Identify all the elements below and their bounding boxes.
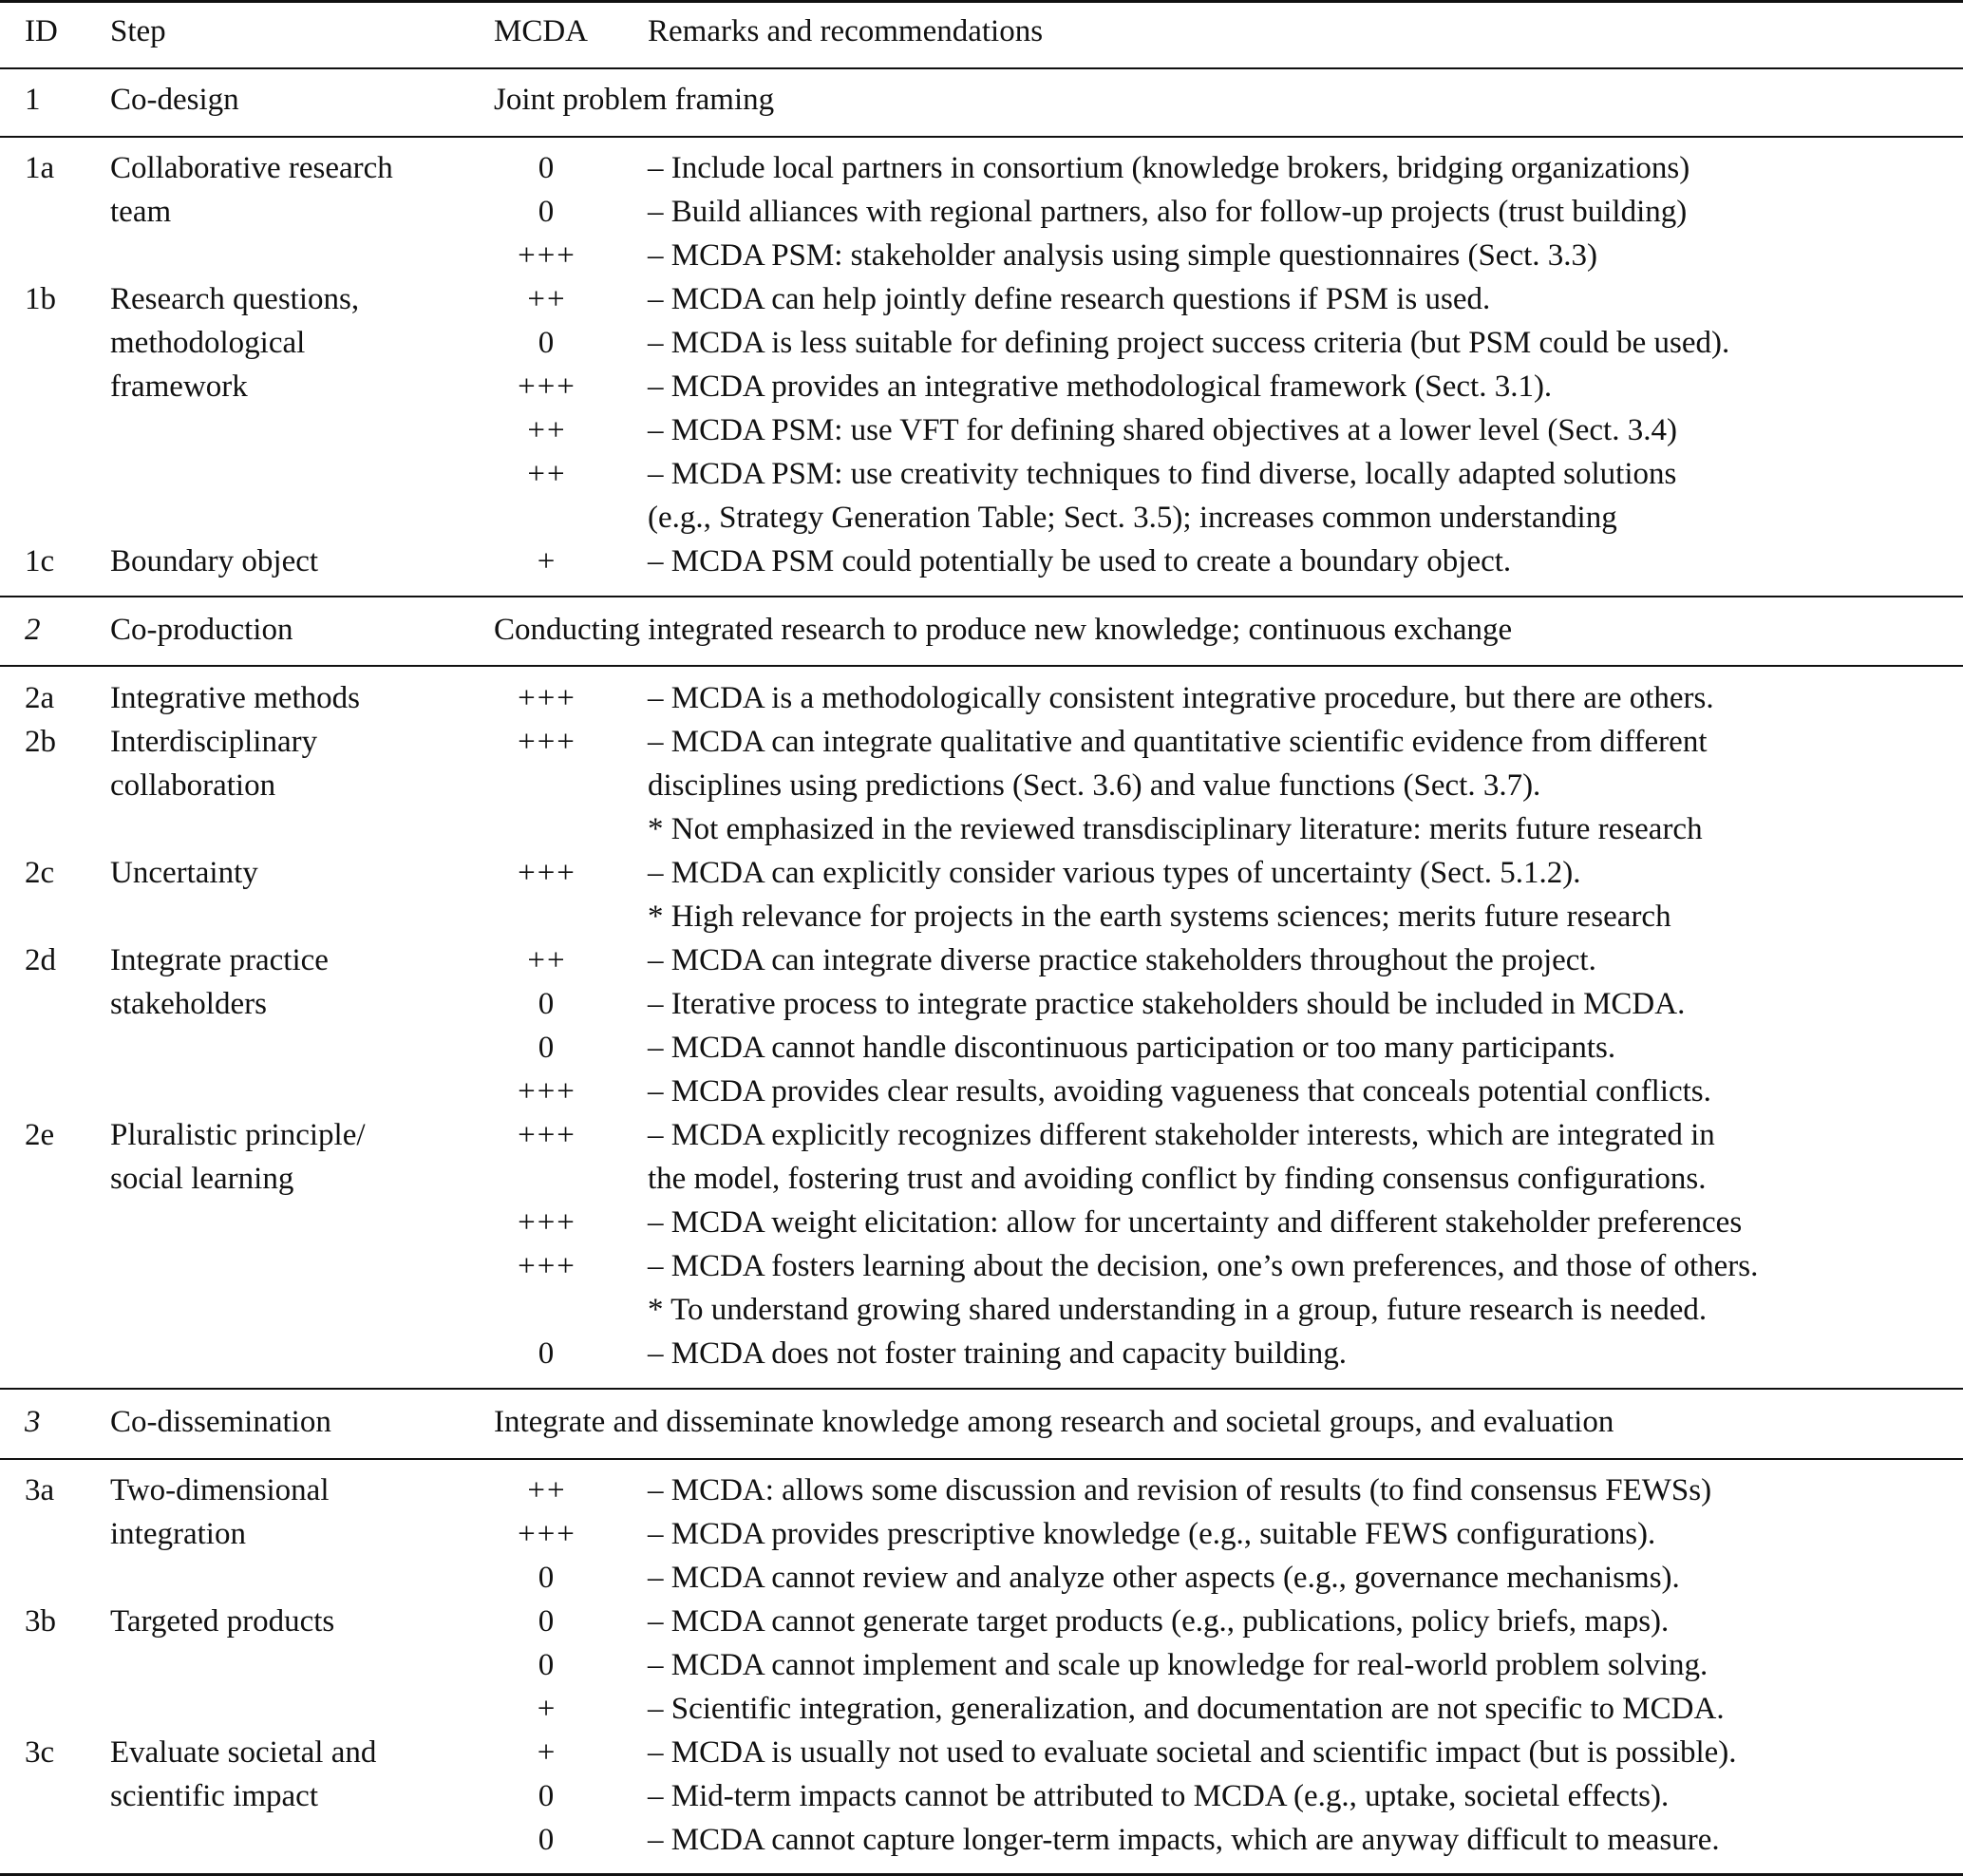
header-remarks: Remarks and recommendations <box>648 14 1044 48</box>
remark: (e.g., Strategy Generation Table; Sect. 3.5); increases common understanding <box>648 501 1617 535</box>
table-row <box>0 938 1963 982</box>
remark: – Include local partners in consortium (knowledge brokers, bridging organizations) <box>648 151 1690 185</box>
mcda-rating: 0 <box>538 151 557 185</box>
remark: – MCDA PSM: use VFT for defining shared objectives at a lower level (Sect. 3.4) <box>648 413 1677 447</box>
step-name: methodological <box>110 326 306 360</box>
step-id: 1a <box>25 151 55 185</box>
table-row <box>0 190 1963 234</box>
mcda-rating: ++ <box>527 282 567 316</box>
phase-name: Co-design <box>110 83 239 117</box>
mcda-rating: +++ <box>518 681 576 715</box>
mcda-rating: +++ <box>518 238 576 273</box>
mcda-rating: 0 <box>538 1823 557 1857</box>
mcda-rating: + <box>537 1692 557 1726</box>
table-row <box>0 277 1963 321</box>
remark: the model, fostering trust and avoiding conflict by finding consensus configurations. <box>648 1162 1707 1196</box>
table-row <box>0 807 1963 851</box>
step-name: Pluralistic principle/ <box>110 1118 366 1152</box>
step-name: stakeholders <box>110 987 267 1021</box>
remark: – MCDA can integrate qualitative and quantitative scientific evidence from different <box>648 725 1708 759</box>
table-row <box>0 676 1963 720</box>
remark: – MCDA can integrate diverse practice stakeholders throughout the project. <box>648 943 1596 977</box>
table-row <box>0 1070 1963 1113</box>
table-row <box>0 764 1963 807</box>
remark: – MCDA provides an integrative methodological framework (Sect. 3.1). <box>648 370 1553 404</box>
mcda-rating: +++ <box>518 1074 576 1109</box>
mcda-rating: + <box>537 1735 557 1770</box>
mcda-rating: +++ <box>518 1249 576 1283</box>
mcda-rating: ++ <box>527 413 567 447</box>
phase-id: 1 <box>25 83 41 117</box>
header-mcda: MCDA <box>494 14 589 48</box>
table-row <box>0 1512 1963 1556</box>
table-row <box>0 408 1963 452</box>
remark: – MCDA fosters learning about the decision, one’s own preferences, and those of others. <box>648 1249 1759 1283</box>
mcda-rating: +++ <box>518 370 576 404</box>
phase-rule <box>0 1458 1963 1460</box>
phase-row <box>0 608 1963 652</box>
table-row <box>0 1201 1963 1244</box>
mcda-rating: ++ <box>527 457 567 491</box>
step-name: Uncertainty <box>110 856 258 890</box>
step-name: Research questions, <box>110 282 360 316</box>
step-name: Integrate practice <box>110 943 329 977</box>
step-name: Integrative methods <box>110 681 361 715</box>
header-rule <box>0 67 1963 69</box>
step-id: 3c <box>25 1735 55 1770</box>
remark: * To understand growing shared understanding in a group, future research is needed. <box>648 1293 1708 1327</box>
mcda-rating: +++ <box>518 1517 576 1551</box>
remark: * High relevance for projects in the earth systems sciences; merits future research <box>648 900 1671 934</box>
table-row <box>0 1244 1963 1288</box>
step-id: 2e <box>25 1118 55 1152</box>
remark: – MCDA does not foster training and capacity building. <box>648 1336 1347 1371</box>
table-row <box>0 1026 1963 1070</box>
section-rule <box>0 596 1963 597</box>
table-row <box>0 1157 1963 1201</box>
step-id: 3b <box>25 1604 56 1639</box>
table-row <box>0 1469 1963 1512</box>
remark: – MCDA PSM: stakeholder analysis using simple questionnaires (Sect. 3.3) <box>648 238 1598 273</box>
mcda-rating: ++ <box>527 1473 567 1507</box>
header-row <box>0 9 1963 53</box>
phase-row <box>0 1400 1963 1444</box>
table-row <box>0 1774 1963 1818</box>
step-name: Evaluate societal and <box>110 1735 377 1770</box>
remark: * Not emphasized in the reviewed transdisciplinary literature: merits future research <box>648 812 1703 846</box>
step-name: Two-dimensional <box>110 1473 330 1507</box>
step-name: Collaborative research <box>110 151 393 185</box>
mcda-rating: 0 <box>538 1604 557 1639</box>
table-row <box>0 1731 1963 1774</box>
header-id: ID <box>25 14 58 48</box>
mcda-rating: 0 <box>538 1031 557 1065</box>
mcda-rating: 0 <box>538 326 557 360</box>
step-name: collaboration <box>110 768 276 803</box>
remark: – MCDA weight elicitation: allow for uncertainty and different stakeholder preferences <box>648 1205 1743 1240</box>
step-id: 2a <box>25 681 55 715</box>
table-row <box>0 1556 1963 1600</box>
step-id: 2b <box>25 725 56 759</box>
mcda-rating: + <box>537 544 557 578</box>
step-id: 2d <box>25 943 56 977</box>
table-row <box>0 540 1963 583</box>
step-name: Targeted products <box>110 1604 335 1639</box>
remark: – MCDA can explicitly consider various types of uncertainty (Sect. 5.1.2). <box>648 856 1581 890</box>
remark: – MCDA is a methodologically consistent integrative procedure, but there are others. <box>648 681 1714 715</box>
remark: – MCDA is less suitable for defining project success criteria (but PSM could be used). <box>648 326 1730 360</box>
phase-name: Co-dissemination <box>110 1405 331 1439</box>
phase-description: Integrate and disseminate knowledge among research and societal groups, and evaluation <box>494 1405 1614 1439</box>
mcda-rating: +++ <box>518 856 576 890</box>
phase-description: Joint problem framing <box>494 83 775 117</box>
mcda-rating: 0 <box>538 987 557 1021</box>
table-row <box>0 321 1963 365</box>
remark: – MCDA is usually not used to evaluate societal and scientific impact (but is possible). <box>648 1735 1737 1770</box>
step-name: social learning <box>110 1162 294 1196</box>
table-row <box>0 1332 1963 1375</box>
remark: – MCDA cannot review and analyze other aspects (e.g., governance mechanisms). <box>648 1561 1680 1595</box>
step-name: team <box>110 195 172 229</box>
mcda-rating: ++ <box>527 943 567 977</box>
remark: – MCDA: allows some discussion and revision of results (to find consensus FEWSs) <box>648 1473 1712 1507</box>
table-row <box>0 234 1963 277</box>
phase-rule <box>0 665 1963 667</box>
table-row <box>0 1600 1963 1643</box>
table-row <box>0 1687 1963 1731</box>
remark: – MCDA cannot generate target products (e.g., publications, policy briefs, maps). <box>648 1604 1670 1639</box>
table-row <box>0 895 1963 938</box>
remark: – MCDA cannot capture longer-term impacts, which are anyway difficult to measure. <box>648 1823 1720 1857</box>
table-row <box>0 452 1963 496</box>
table-row <box>0 1288 1963 1332</box>
table-row <box>0 1113 1963 1157</box>
phase-description: Conducting integrated research to produce new knowledge; continuous exchange <box>494 613 1513 647</box>
remark: disciplines using predictions (Sect. 3.6) and value functions (Sect. 3.7). <box>648 768 1541 803</box>
remark: – MCDA can help jointly define research questions if PSM is used. <box>648 282 1491 316</box>
step-id: 2c <box>25 856 55 890</box>
step-id: 3a <box>25 1473 55 1507</box>
section-rule <box>0 1388 1963 1390</box>
remark: – MCDA cannot handle discontinuous participation or too many participants. <box>648 1031 1616 1065</box>
table-row <box>0 496 1963 540</box>
step-id: 1b <box>25 282 56 316</box>
remark: – MCDA provides prescriptive knowledge (e.g., suitable FEWS configurations). <box>648 1517 1656 1551</box>
remark: – MCDA PSM could potentially be used to create a boundary object. <box>648 544 1512 578</box>
remark: – Iterative process to integrate practice stakeholders should be included in MCDA. <box>648 987 1686 1021</box>
step-name: framework <box>110 370 248 404</box>
mcda-rating: +++ <box>518 725 576 759</box>
step-name: Boundary object <box>110 544 319 578</box>
remark: – MCDA PSM: use creativity techniques to find diverse, locally adapted solutions <box>648 457 1677 491</box>
step-name: integration <box>110 1517 246 1551</box>
table-row <box>0 851 1963 895</box>
step-name: Interdisciplinary <box>110 725 318 759</box>
table-row <box>0 1818 1963 1862</box>
header-step: Step <box>110 14 166 48</box>
mcda-rating: 0 <box>538 1779 557 1813</box>
mcda-rating: 0 <box>538 1336 557 1371</box>
table-row <box>0 720 1963 764</box>
remark: – Mid-term impacts cannot be attributed to MCDA (e.g., uptake, societal effects). <box>648 1779 1670 1813</box>
remark: – MCDA cannot implement and scale up knowledge for real-world problem solving. <box>648 1648 1708 1682</box>
table-row <box>0 982 1963 1026</box>
mcda-rating: +++ <box>518 1205 576 1240</box>
remark: – MCDA provides clear results, avoiding vagueness that conceals potential conflicts. <box>648 1074 1711 1109</box>
table-row <box>0 146 1963 190</box>
mcda-rating: 0 <box>538 1561 557 1595</box>
table-row <box>0 1643 1963 1687</box>
phase-name: Co-production <box>110 613 293 647</box>
mcda-rating: 0 <box>538 195 557 229</box>
remark: – Build alliances with regional partners, also for follow-up projects (trust building) <box>648 195 1688 229</box>
remark: – MCDA explicitly recognizes different stakeholder interests, which are integrated in <box>648 1118 1715 1152</box>
mcda-rating: +++ <box>518 1118 576 1152</box>
phase-id: 2 <box>25 613 41 647</box>
remark: – Scientific integration, generalization, and documentation are not specific to MCDA. <box>648 1692 1725 1726</box>
phase-id: 3 <box>25 1405 41 1439</box>
phase-row <box>0 78 1963 122</box>
mcda-rating: 0 <box>538 1648 557 1682</box>
step-id: 1c <box>25 544 55 578</box>
step-name: scientific impact <box>110 1779 318 1813</box>
top-rule <box>0 0 1963 3</box>
table-row <box>0 365 1963 408</box>
phase-rule <box>0 136 1963 138</box>
